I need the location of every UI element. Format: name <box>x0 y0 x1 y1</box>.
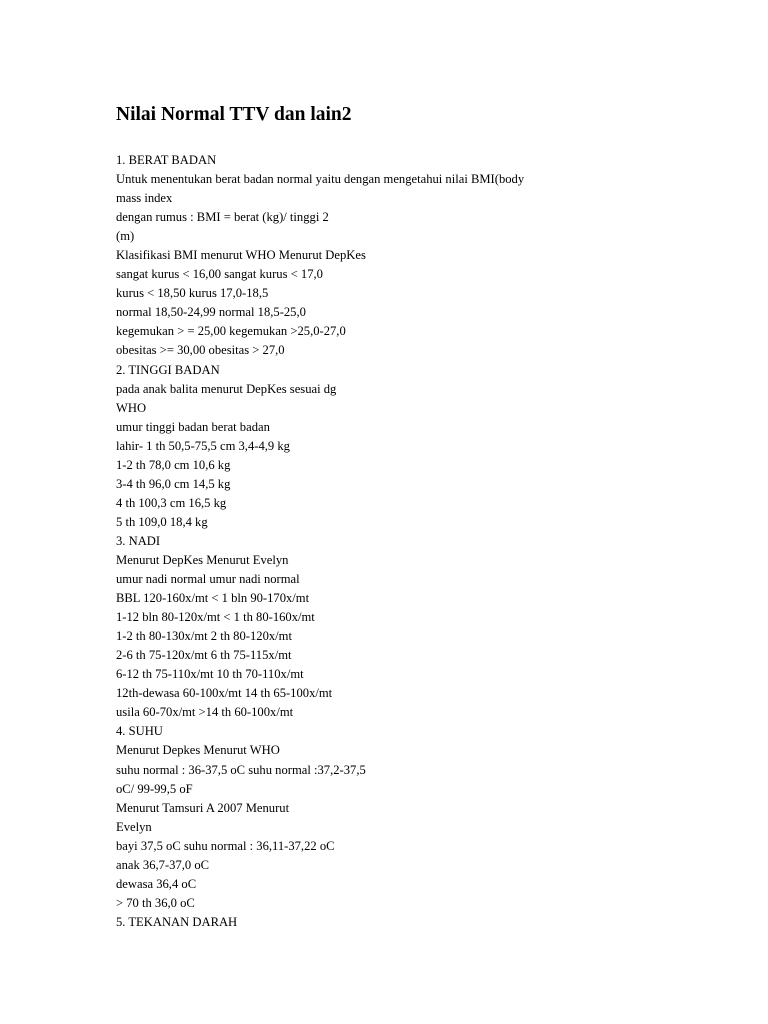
document-line: 6-12 th 75-110x/mt 10 th 70-110x/mt <box>116 667 304 682</box>
document-line: mass index <box>116 191 173 206</box>
document-line: 1-2 th 80-130x/mt 2 th 80-120x/mt <box>116 629 292 644</box>
document-line: umur tinggi badan berat badan <box>116 419 270 434</box>
document-line: 5. TEKANAN DARAH <box>116 914 238 929</box>
document-line: 1. BERAT BADAN <box>116 153 217 167</box>
document-body <box>116 151 636 932</box>
document-line: 12th-dewasa 60-100x/mt 14 th 65-100x/mt <box>116 686 333 701</box>
document-line: 2-6 th 75-120x/mt 6 th 75-115x/mt <box>116 648 292 663</box>
document-line: 3. NADI <box>116 533 161 548</box>
document-line: dewasa 36,4 oC <box>116 876 197 891</box>
document-line: kurus < 18,50 kurus 17,0-18,5 <box>116 286 269 301</box>
document-line: bayi 37,5 oC suhu normal : 36,11-37,22 oC <box>116 838 335 853</box>
document-line: 4. SUHU <box>116 724 163 739</box>
document-line: normal 18,50-24,99 normal 18,5-25,0 <box>116 305 306 320</box>
document-line: kegemukan > = 25,00 kegemukan >25,0-27,0 <box>116 324 346 339</box>
document-line: 1-2 th 78,0 cm 10,6 kg <box>116 457 231 472</box>
document-line: umur nadi normal umur nadi normal <box>116 572 300 587</box>
document-line: oC/ 99-99,5 oF <box>116 781 193 796</box>
document-line: 2. TINGGI BADAN <box>116 362 220 377</box>
document-line: suhu normal : 36-37,5 oC suhu normal :37,2-37,5 <box>116 762 366 777</box>
document-line: BBL 120-160x/mt < 1 bln 90-170x/mt <box>116 591 310 606</box>
document-line: 3-4 th 96,0 cm 14,5 kg <box>116 476 231 491</box>
document-line: Klasifikasi BMI menurut WHO Menurut DepKes <box>116 248 366 263</box>
document-line: sangat kurus < 16,00 sangat kurus < 17,0 <box>116 267 323 282</box>
document-line: Untuk menentukan berat badan normal yaitu dengan mengetahui nilai BMI(body <box>116 172 525 187</box>
document-line: Evelyn <box>116 819 152 834</box>
document-line: pada anak balita menurut DepKes sesuai dg <box>116 381 337 396</box>
document-line: WHO <box>116 400 147 415</box>
document-title: Nilai Normal TTV dan lain2 <box>116 104 352 125</box>
document-line: > 70 th 36,0 oC <box>116 895 195 910</box>
document-line: usila 60-70x/mt >14 th 60-100x/mt <box>116 705 294 720</box>
document-line: Menurut Tamsuri A 2007 Menurut <box>116 800 290 815</box>
document-line: 1-12 bln 80-120x/mt < 1 th 80-160x/mt <box>116 610 315 625</box>
document-line: lahir- 1 th 50,5-75,5 cm 3,4-4,9 kg <box>116 438 290 453</box>
document-line: Menurut Depkes Menurut WHO <box>116 743 280 758</box>
document-line: 4 th 100,3 cm 16,5 kg <box>116 495 227 510</box>
document-line: obesitas >= 30,00 obesitas > 27,0 <box>116 343 285 358</box>
document-line: Menurut DepKes Menurut Evelyn <box>116 552 289 567</box>
document-line: dengan rumus : BMI = berat (kg)/ tinggi 2 <box>116 210 329 225</box>
document-line: (m) <box>116 229 135 244</box>
document-line: anak 36,7-37,0 oC <box>116 857 210 872</box>
document-line: 5 th 109,0 18,4 kg <box>116 514 208 529</box>
